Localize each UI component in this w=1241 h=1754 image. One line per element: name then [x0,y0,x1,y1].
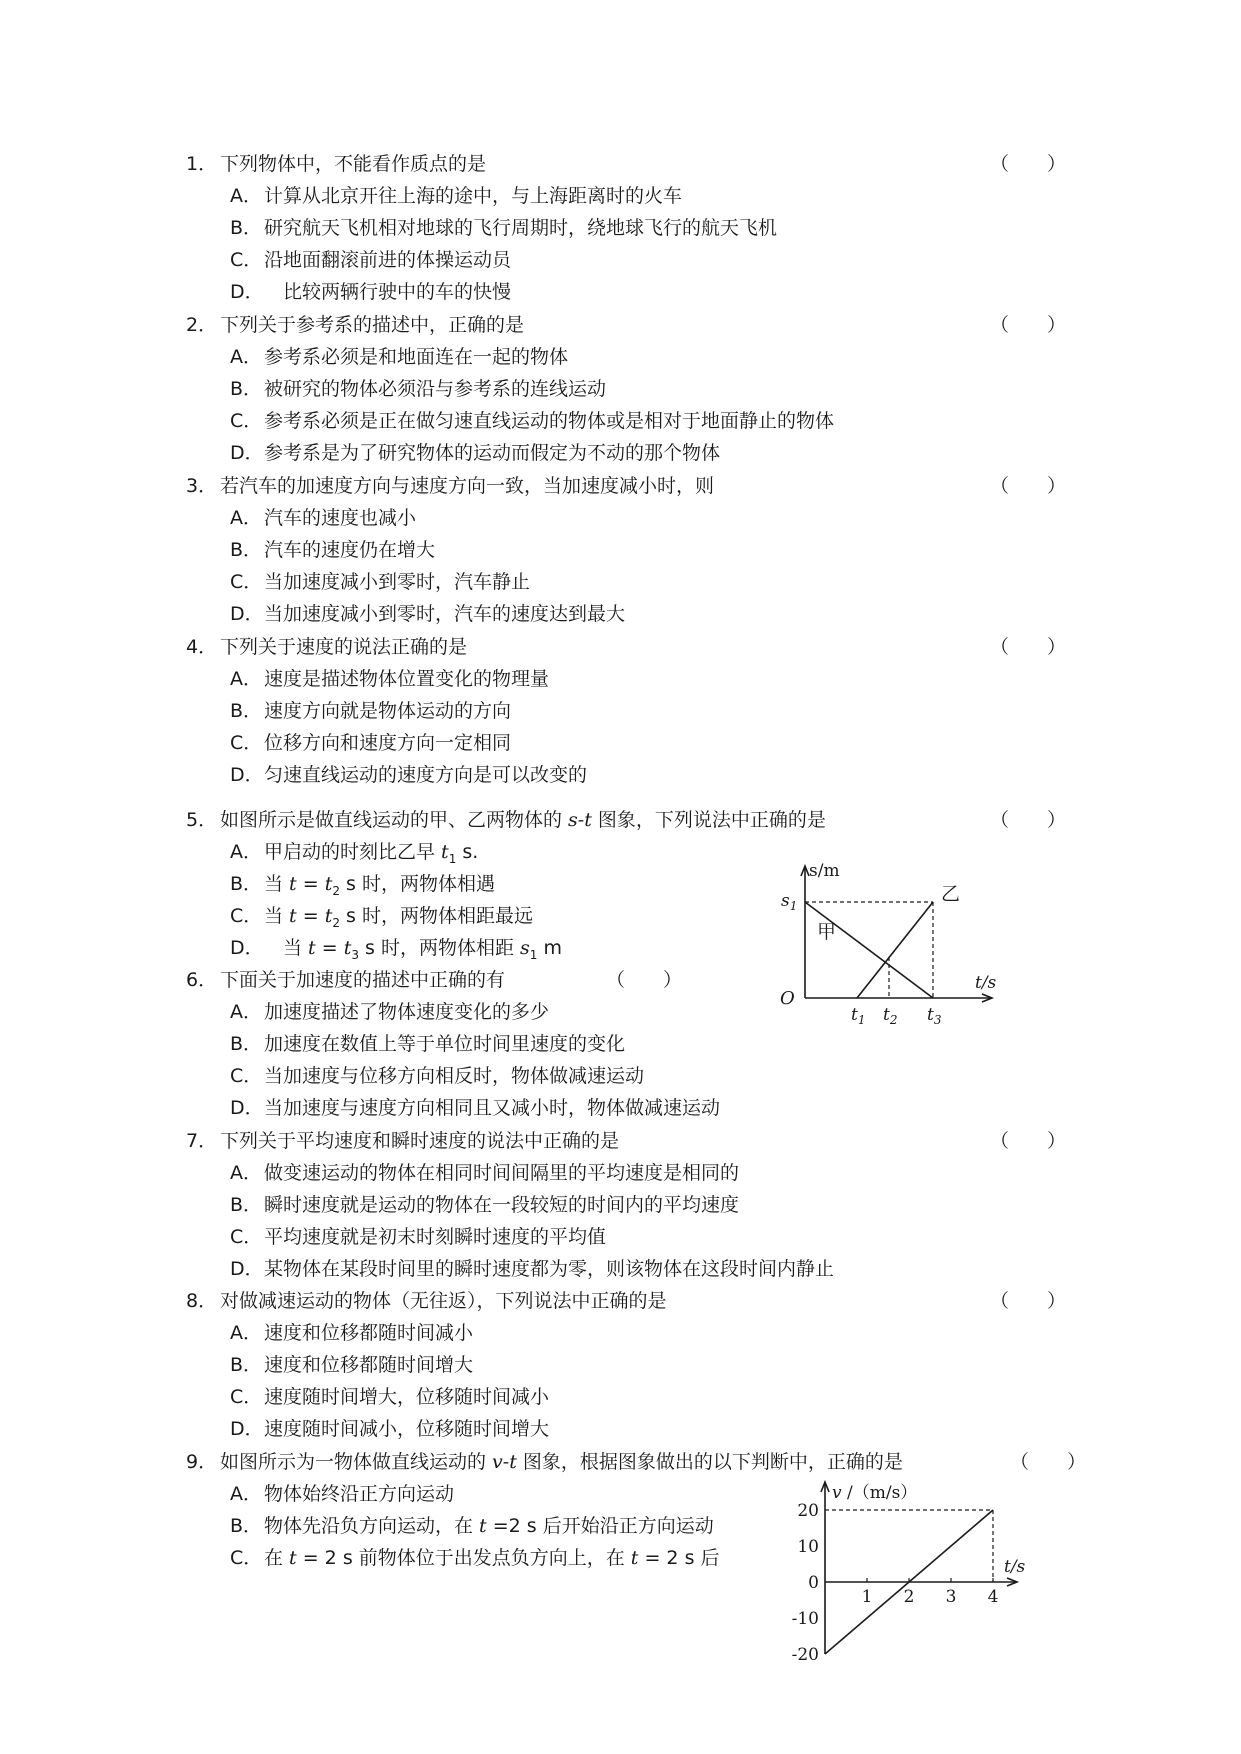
q5-option-b: B． 当 $t = t_2$ s 时，两物体相遇 [230,873,495,898]
question-1: 1． 下列物体中，不能看作质点的是 （ ） [186,150,1066,178]
q7-option-d: D．某物体在某段时间里的瞬时速度都为零，则该物体在这段时间内静止 [230,1258,835,1280]
q5-option-d: D． 当 $t = t_3$ s 时，两物体相距 $s_1$ m [230,937,562,962]
vt-y-tick: 10 [797,1537,819,1557]
q5-option-c: C．当 $t = t_2$ s 时，两物体相距最远 [230,905,533,930]
st-x-tick-t1: $t_1$ [851,1005,866,1027]
q4-option-c: C．位移方向和速度方向一定相同 [230,732,512,754]
q1-option-d: D． 比较两辆行驶中的车的快慢 [230,281,512,303]
q1-option-a: A． 计算从北京开往上海的途中，与上海距离时的火车 [230,185,683,207]
q2-option-b: B． 被研究的物体必须沿与参考系的连线运动 [230,378,607,400]
question-8: 8． 对做减速运动的物体（无往返），下列说法中正确的是 （ ） [186,1287,1066,1315]
q6-option-c: C．当加速度与位移方向相反时，物体做减速运动 [230,1065,645,1087]
vt-y-tick: 20 [797,1501,819,1521]
st-label-jia: 甲 [817,921,837,943]
st-x-tick-t2: $t_2$ [883,1005,898,1027]
st-graph [775,858,1005,1027]
q3-option-a: A． 汽车的速度也减小 [230,507,417,529]
q7-option-c: C．平均速度就是初末时刻瞬时速度的平均值 [230,1226,607,1248]
vt-x-tick: 4 [987,1587,999,1607]
answer-paren: （ ） [989,314,1066,336]
answer-paren: （ ） [989,475,1066,497]
st-x-label: t/s [975,973,997,993]
st-label-yi: 乙 [941,883,961,905]
answer-paren: （ ） [606,969,683,991]
q1-option-b: B． 研究航天飞机相对地球的飞行周期时，绕地球飞行的航天飞机 [230,217,778,239]
vt-x-tick: 1 [861,1587,873,1607]
st-origin: O [780,988,795,1009]
q7-option-b: B． 瞬时速度就是运动的物体在一段较短的时间内的平均速度 [230,1194,740,1216]
st-x-tick-t3: $t_3$ [927,1005,942,1027]
q8-option-c: C．速度随时间增大，位移随时间减小 [230,1386,550,1408]
vt-graph [780,1476,1040,1666]
q2-option-d: D．参考系是为了研究物体的运动而假定为不动的那个物体 [230,442,721,464]
answer-paren: （ ） [989,153,1066,175]
answer-paren: （ ） [989,636,1066,658]
q8-option-a: A． 速度和位移都随时间减小 [230,1322,474,1344]
q8-option-d: D．速度随时间减小，位移随时间增大 [230,1418,550,1440]
q4-option-d: D．匀速直线运动的速度方向是可以改变的 [230,764,588,786]
vt-x-tick: 2 [903,1587,915,1607]
q2-option-c: C．参考系必须是正在做匀速直线运动的物体或是相对于地面静止的物体 [230,410,835,432]
answer-paren: （ ） [989,809,1066,831]
q9-option-a: A． 物体始终沿正方向运动 [230,1483,455,1505]
q2-option-a: A． 参考系必须是和地面连在一起的物体 [230,346,569,368]
q4-option-a: A． 速度是描述物体位置变化的物理量 [230,668,550,690]
question-4: 4． 下列关于速度的说法正确的是 （ ） [186,633,1066,661]
q1-option-c: C．沿地面翻滚前进的体操运动员 [230,249,512,271]
answer-paren: （ ） [989,1130,1066,1152]
answer-paren: （ ） [1009,1451,1086,1473]
vt-x-label: t/s [1004,1557,1026,1577]
vt-x-tick: 3 [945,1587,957,1607]
vt-y-tick: -10 [791,1609,819,1629]
st-y-label: s/m [809,861,840,881]
q6-option-b: B． 加速度在数值上等于单位时间里速度的变化 [230,1033,626,1055]
q7-option-a: A． 做变速运动的物体在相同时间间隔里的平均速度是相同的 [230,1162,740,1184]
question-2: 2． 下列关于参考系的描述中，正确的是 （ ） [186,311,1066,339]
question-5: 5． 如图所示是做直线运动的甲、乙两物体的 s-t 图象，下列说法中正确的是 （ ） [186,806,1066,834]
q5-option-a: A． 甲启动的时刻比乙早 $t_1$ s. [230,841,479,866]
q8-option-b: B． 速度和位移都随时间增大 [230,1354,474,1376]
question-3: 3． 若汽车的加速度方向与速度方向一致，当加速度减小时，则 （ ） [186,472,1066,500]
q3-option-c: C．当加速度减小到零时，汽车静止 [230,571,531,593]
q6-option-a: A． 加速度描述了物体速度变化的多少 [230,1001,550,1023]
vt-y-label: v /（m/s） [832,1483,918,1503]
vt-y-tick: 0 [808,1573,819,1593]
q9-option-b: B． 物体先沿负方向运动，在 t =2 s 后开始沿正方向运动 [230,1515,714,1537]
question-7: 7． 下列关于平均速度和瞬时速度的说法中正确的是 （ ） [186,1127,1066,1155]
q3-option-d: D．当加速度减小到零时，汽车的速度达到最大 [230,603,626,625]
vt-y-tick: -20 [791,1645,819,1665]
answer-paren: （ ） [989,1290,1066,1312]
q9-option-c: C．在 t = 2 s 前物体位于出发点负方向上，在 t = 2 s 后 [230,1547,720,1569]
q4-option-b: B． 速度方向就是物体运动的方向 [230,700,512,722]
question-9: 9． 如图所示为一物体做直线运动的 v-t 图象，根据图象做出的以下判断中，正确的是 （ ） [186,1448,1086,1476]
st-y-tick-s1: $s_1$ [781,891,798,913]
q3-option-b: B． 汽车的速度仍在增大 [230,539,436,561]
question-6: 6． 下面关于加速度的描述中正确的有 （ ） [186,966,1066,994]
q6-option-d: D．当加速度与速度方向相同且又减小时，物体做减速运动 [230,1097,721,1119]
